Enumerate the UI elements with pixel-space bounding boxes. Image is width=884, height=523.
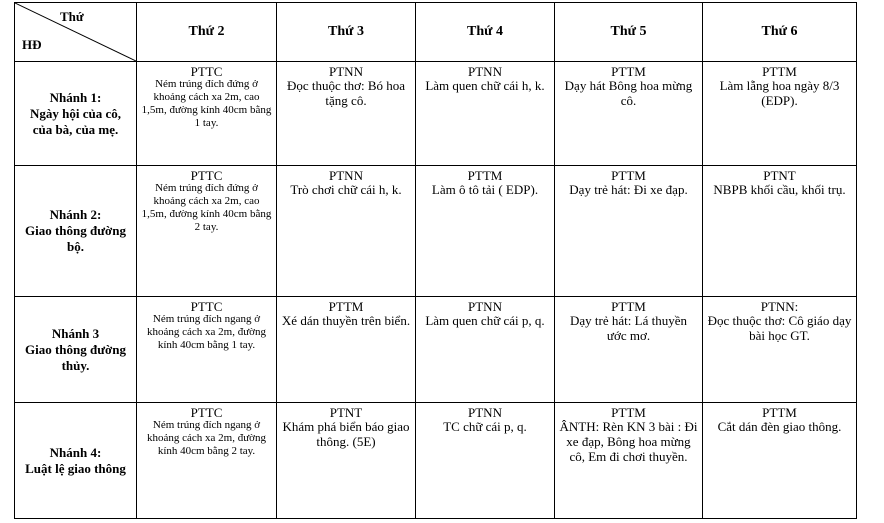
table-row xyxy=(15,297,857,403)
activity-type: PTTC xyxy=(190,405,223,420)
schedule-table xyxy=(14,2,857,519)
activity-type: PTNN xyxy=(329,64,363,79)
branch-cell xyxy=(15,403,137,519)
activity-description: Dạy hát Bông hoa mừng cô. xyxy=(564,78,693,108)
activity-description: TC chữ cái p, q. xyxy=(443,419,527,434)
branch-number: Nhánh 1: xyxy=(49,89,102,105)
activity-cell xyxy=(277,62,416,166)
activity-description: ÂNTH: Rèn KN 3 bài : Đi xe đạp, Bông hoa mừng cô, Em đi chơi thuyền. xyxy=(559,419,698,464)
table-row xyxy=(15,62,857,166)
corner-day-label: Thứ xyxy=(60,9,84,24)
activity-type: PTNN: xyxy=(760,299,799,314)
activity-cell xyxy=(416,166,555,297)
branch-number: Nhánh 2: xyxy=(49,207,102,222)
activity-cell xyxy=(137,62,277,166)
activity-description: Khám phá biển báo giao thông. (5E) xyxy=(282,419,410,449)
activity-description: Ném trúng đích ngang ở khoảng cách xa 2m, đường kính 40cm bằng 1 tay. xyxy=(147,313,266,351)
day-header: Thứ 6 xyxy=(703,3,857,62)
branch-cell xyxy=(15,62,137,166)
activity-type: PTTM xyxy=(467,168,503,183)
day-header: Thứ 5 xyxy=(555,3,703,62)
day-header: Thứ 3 xyxy=(277,3,416,62)
table-row xyxy=(15,166,857,297)
corner-activity-label: HĐ xyxy=(22,37,42,52)
activity-type: PTNT xyxy=(763,168,796,183)
activity-cell xyxy=(416,403,555,519)
activity-type: PTTM xyxy=(762,64,797,79)
branch-number: Nhánh 4: xyxy=(49,444,102,460)
activity-description: Xé dán thuyền trên biển. xyxy=(281,313,411,328)
activity-cell xyxy=(703,297,857,403)
activity-type: PTNN xyxy=(329,168,363,183)
schedule-sheet xyxy=(14,2,856,517)
activity-cell xyxy=(555,166,703,297)
activity-description: NBPB khối cầu, khối trụ. xyxy=(713,182,846,197)
header-row xyxy=(15,3,857,62)
activity-cell xyxy=(416,297,555,403)
activity-description: Dạy trẻ hát: Lá thuyền ước mơ. xyxy=(570,313,687,343)
activity-type: PTTM xyxy=(611,168,646,183)
activity-cell xyxy=(555,62,703,166)
activity-type: PTTM xyxy=(611,405,646,420)
activity-description: Ném trúng đích ngang ở khoảng cách xa 2m, đường kính 40cm bằng 2 tay. xyxy=(147,419,266,457)
activity-description: Ném trúng đích đứng ở khoảng cách xa 2m, cao 1,5m, đường kính 40cm bằng 1 tay. xyxy=(141,78,272,129)
activity-cell xyxy=(555,297,703,403)
branch-cell xyxy=(15,166,137,297)
activity-type: PTTM xyxy=(611,299,646,314)
activity-description: Đọc thuộc thơ: Cô giáo dạy bài học GT. xyxy=(707,313,852,343)
activity-description: Đọc thuộc thơ: Bó hoa tặng cô. xyxy=(286,78,406,108)
activity-description: Dạy trẻ hát: Đi xe đạp. xyxy=(569,182,688,197)
activity-type: PTTM xyxy=(762,405,797,420)
branch-title: Giao thông đường bộ. xyxy=(25,223,126,254)
activity-cell xyxy=(137,166,277,297)
activity-cell xyxy=(703,62,857,166)
branch-title: Luật lệ giao thông xyxy=(25,460,126,476)
branch-title: Giao thông đường thủy. xyxy=(25,341,126,373)
activity-description: Ném trúng đích đứng ở khoảng cách xa 2m, cao 1,5m, đường kính 40cm bằng 2 tay. xyxy=(141,182,272,233)
activity-description: Làm quen chữ cái p, q. xyxy=(425,313,545,328)
activity-type: PTTC xyxy=(190,168,223,183)
activity-cell xyxy=(277,166,416,297)
branch-title: Ngày hội của cô, của bà, của mẹ. xyxy=(30,105,121,137)
activity-description: Làm lẵng hoa ngày 8/3 (EDP). xyxy=(719,78,840,108)
activity-cell xyxy=(277,297,416,403)
branch-number: Nhánh 3 xyxy=(51,325,100,341)
table-row xyxy=(15,403,857,519)
activity-cell xyxy=(703,403,857,519)
activity-type: PTNN xyxy=(468,405,502,420)
activity-description: Làm ô tô tải ( EDP). xyxy=(431,182,539,197)
activity-cell xyxy=(277,403,416,519)
activity-cell xyxy=(416,62,555,166)
activity-type: PTTC xyxy=(190,64,223,79)
activity-cell xyxy=(703,166,857,297)
activity-type: PTNN xyxy=(468,299,502,314)
activity-description: Cắt dán đèn giao thông. xyxy=(717,419,842,434)
activity-description: Làm quen chữ cái h, k. xyxy=(425,78,545,93)
day-header: Thứ 4 xyxy=(416,3,555,62)
branch-cell xyxy=(15,297,137,403)
activity-type: PTNN xyxy=(468,64,502,79)
activity-type: PTTM xyxy=(611,64,646,79)
activity-type: PTTC xyxy=(190,299,223,314)
activity-cell xyxy=(137,403,277,519)
activity-type: PTTM xyxy=(328,299,364,314)
day-header: Thứ 2 xyxy=(137,3,277,62)
corner-cell xyxy=(15,3,137,62)
activity-type: PTNT xyxy=(329,405,363,420)
activity-cell xyxy=(555,403,703,519)
activity-description: Trò chơi chữ cái h, k. xyxy=(290,182,402,197)
activity-cell xyxy=(137,297,277,403)
